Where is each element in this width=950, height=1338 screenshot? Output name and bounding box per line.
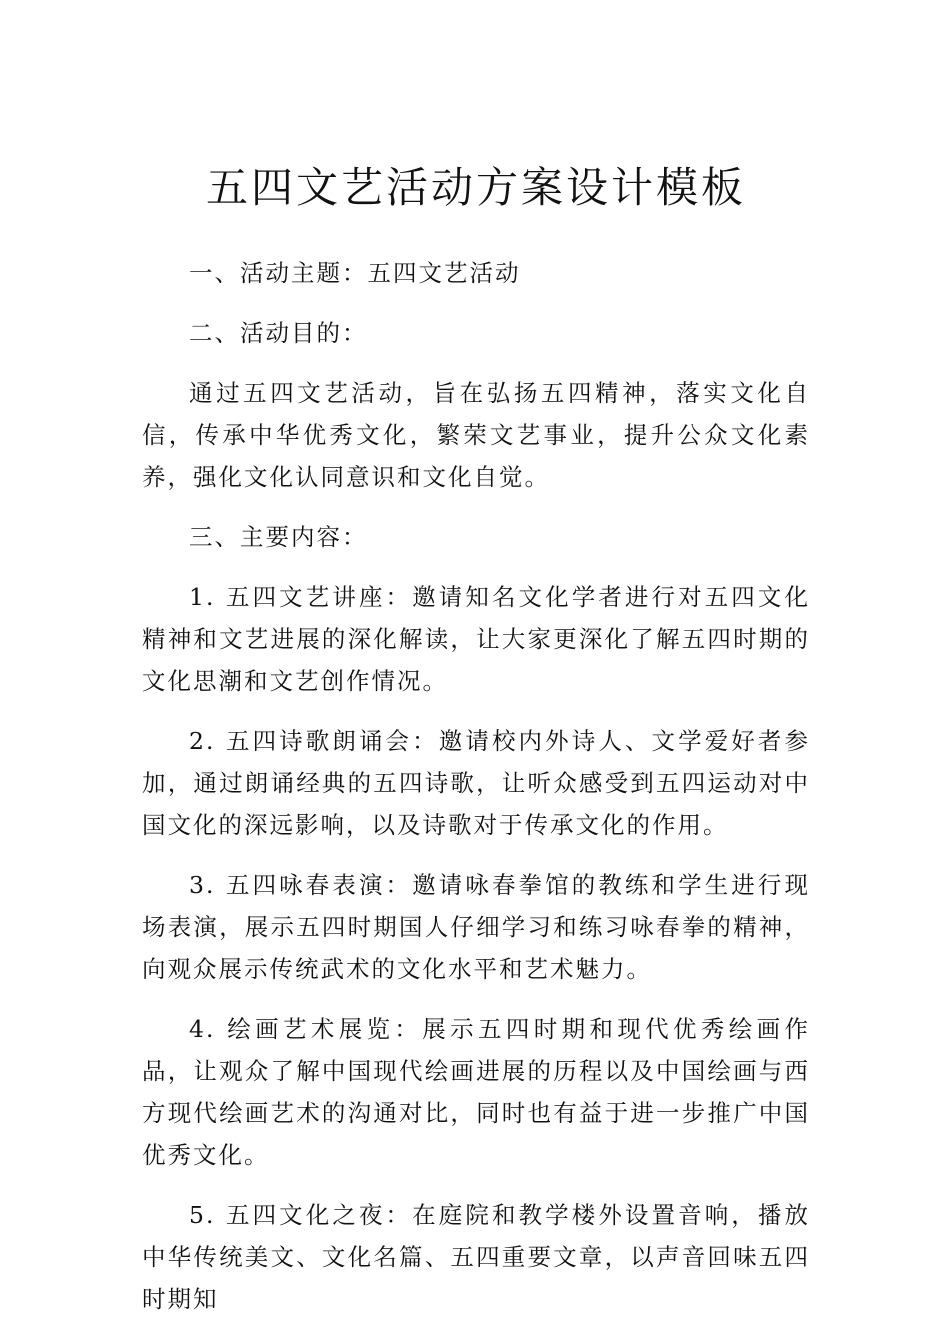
purpose-paragraph: 通过五四文艺活动，旨在弘扬五四精神，落实文化自信，传承中华优秀文化，繁荣文艺事业，提升公众文化素养，强化文化认同意识和文化自觉。 bbox=[142, 379, 810, 491]
content-item-4: 4. 绘画艺术展览：展示五四时期和现代优秀绘画作品，让观众了解中国现代绘画进展的历程以及中国绘画与西方现代绘画艺术的沟通对比，同时也有益于进一步推广中国优秀文化。 bbox=[142, 1015, 810, 1169]
document-title: 五四文艺活动方案设计模板 bbox=[205, 163, 746, 212]
content-item-1: 1. 五四文艺讲座：邀请知名文化学者进行对五四文化精神和文艺进展的深化解读，让大家更深化了解五四时期的文化思潮和文艺创作情况。 bbox=[142, 583, 810, 695]
activity-theme: 一、活动主题：五四文艺活动 bbox=[189, 259, 521, 287]
content-item-5: 5. 五四文化之夜：在庭院和教学楼外设置音响，播放中华传统美文、文化名篇、五四重要文章，以声音回味五四时期知 bbox=[142, 1201, 810, 1313]
purpose-heading: 二、活动目的： bbox=[189, 319, 368, 347]
content-item-3: 3. 五四咏春表演：邀请咏春拳馆的教练和学生进行现场表演，展示五四时期国人仔细学习和练习咏春拳的精神，向观众展示传统武术的文化水平和艺术魅力。 bbox=[142, 871, 810, 983]
content-item-2: 2. 五四诗歌朗诵会：邀请校内外诗人、文学爱好者参加，通过朗诵经典的五四诗歌，让听众感受到五四运动对中国文化的深远影响，以及诗歌对于传承文化的作用。 bbox=[142, 727, 810, 839]
main-content-heading: 三、主要内容： bbox=[189, 523, 368, 551]
document-body bbox=[142, 158, 810, 1338]
